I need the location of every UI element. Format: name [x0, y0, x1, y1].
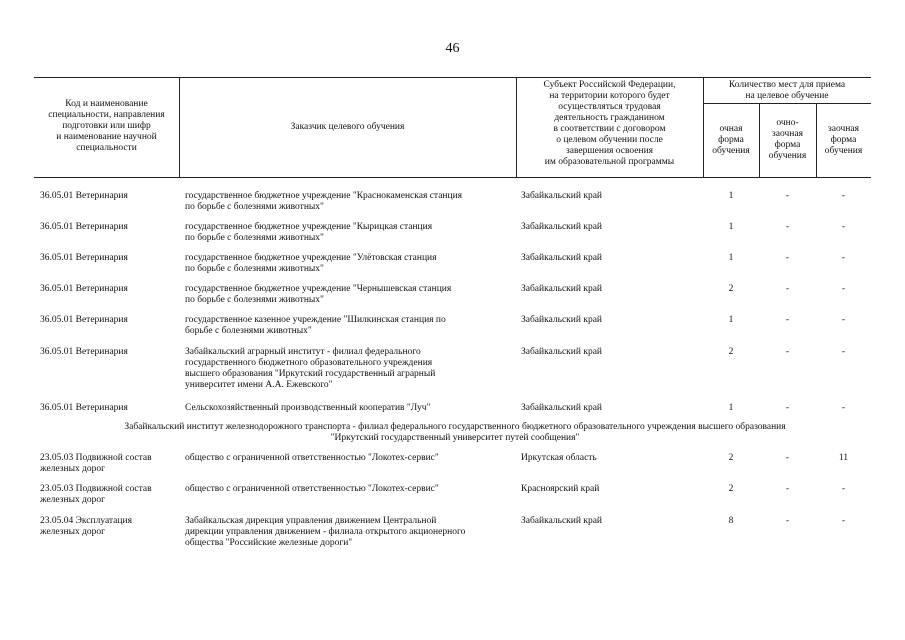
- row-spec: 23.05.03 Подвижной состав железных дорог: [40, 453, 152, 474]
- row-customer: государственное бюджетное учреждение "Краснокаменская станция по борьбе с болезнями животных": [185, 191, 463, 212]
- row-region: Забайкальский край: [521, 516, 602, 526]
- row-region: Забайкальский край: [521, 222, 602, 232]
- row-customer: общество с ограниченной ответственностью "Локотех-сервис": [185, 484, 439, 494]
- row-full-time: 8: [728, 516, 734, 526]
- row-region: Забайкальский край: [521, 253, 602, 263]
- row-spec: 36.05.01 Ветеринария: [40, 222, 128, 232]
- row-part-time: 11: [838, 453, 849, 463]
- row-customer: государственное казенное учреждение "Шилкинская станция по борьбе с болезнями животных": [185, 315, 446, 336]
- row-part-time: -: [841, 253, 846, 263]
- row-spec: 23.05.04 Эксплуатация железных дорог: [40, 516, 132, 537]
- row-full-time: 2: [728, 347, 734, 357]
- row-mixed: -: [785, 403, 790, 413]
- row-customer: общество с ограниченной ответственностью "Локотех-сервис": [185, 453, 439, 463]
- row-region: Забайкальский край: [521, 315, 602, 325]
- row-customer: государственное бюджетное учреждение "Чернышевская станция по борьбе с болезнями животных": [185, 284, 452, 305]
- header-region: Субъект Российской Федерации, на территории которого будет осуществляться трудовая деятельность гражданином в соответствии с договором о целевом обучении после завершения освоения им образовательной программы: [543, 80, 676, 167]
- row-region: Забайкальский край: [521, 191, 602, 201]
- header-customer: Заказчик целевого обучения: [290, 122, 405, 132]
- row-part-time: -: [841, 222, 846, 232]
- row-region: Красноярский край: [521, 484, 600, 494]
- row-region: Иркутская область: [521, 453, 597, 463]
- row-mixed: -: [785, 484, 790, 494]
- table-top-rule: [34, 77, 871, 78]
- row-part-time: -: [841, 516, 846, 526]
- row-part-time: -: [841, 284, 846, 294]
- row-spec: 23.05.03 Подвижной состав железных дорог: [40, 484, 152, 505]
- row-mixed: -: [785, 453, 790, 463]
- page-number: 46: [445, 41, 460, 56]
- row-region: Забайкальский край: [521, 403, 602, 413]
- group-sub-rule: [703, 103, 871, 104]
- row-region: Забайкальский край: [521, 347, 602, 357]
- row-region: Забайкальский край: [521, 284, 602, 294]
- row-customer: государственное бюджетное учреждение "Кырицкая станция по борьбе с болезнями животных": [185, 222, 433, 243]
- row-full-time: 1: [728, 403, 734, 413]
- row-full-time: 1: [728, 222, 734, 232]
- row-part-time: -: [841, 347, 846, 357]
- header-part-time: заочная форма обучения: [824, 124, 863, 156]
- row-part-time: -: [841, 484, 846, 494]
- row-full-time: 2: [728, 484, 734, 494]
- row-customer: государственное бюджетное учреждение "Улётовская станция по борьбе с болезнями животных": [185, 253, 437, 274]
- row-full-time: 2: [728, 453, 734, 463]
- row-spec: 36.05.01 Ветеринария: [40, 347, 128, 357]
- row-part-time: -: [841, 191, 846, 201]
- row-part-time: -: [841, 315, 846, 325]
- row-customer: Забайкальская дирекция управления движением Центральной дирекции управления движением - филиала открытого акционерного общества "Российские железные дороги": [185, 516, 466, 548]
- row-mixed: -: [785, 315, 790, 325]
- row-mixed: -: [785, 347, 790, 357]
- row-spec: 36.05.01 Ветеринария: [40, 253, 128, 263]
- row-spec: 36.05.01 Ветеринария: [40, 403, 128, 413]
- row-spec: 36.05.01 Ветеринария: [40, 191, 128, 201]
- row-mixed: -: [785, 516, 790, 526]
- row-mixed: -: [785, 284, 790, 294]
- section-heading: Забайкальский институт железнодорожного транспорта - филиал федерального государственного бюджетного образовательного учреждения высшего образования "Иркутский государственный университет путей сообщения": [124, 422, 786, 443]
- row-spec: 36.05.01 Ветеринария: [40, 315, 128, 325]
- row-spec: 36.05.01 Ветеринария: [40, 284, 128, 294]
- row-mixed: -: [785, 253, 790, 263]
- header-places-group: Количество мест для приема на целевое обучение: [728, 80, 846, 101]
- table-header-bottom-rule: [34, 177, 871, 178]
- row-full-time: 1: [728, 191, 734, 201]
- row-customer: Сельскохозяйственный производственный кооператив "Луч": [185, 403, 431, 413]
- header-specialty: Код и наименование специальности, направления подготовки или шифр и наименование научной специальности: [48, 99, 165, 153]
- row-mixed: -: [785, 191, 790, 201]
- row-full-time: 2: [728, 284, 734, 294]
- row-full-time: 1: [728, 315, 734, 325]
- header-mixed: очно- заочная форма обучения: [768, 118, 807, 161]
- row-customer: Забайкальский аграрный институт - филиал федерального государственного бюджетного образовательного учреждения высшего образования "Иркутский государственный аграрный университет имени А.А. Ежевского": [185, 347, 436, 390]
- row-full-time: 1: [728, 253, 734, 263]
- header-full-time: очная форма обучения: [712, 124, 750, 156]
- row-mixed: -: [785, 222, 790, 232]
- row-part-time: -: [841, 403, 846, 413]
